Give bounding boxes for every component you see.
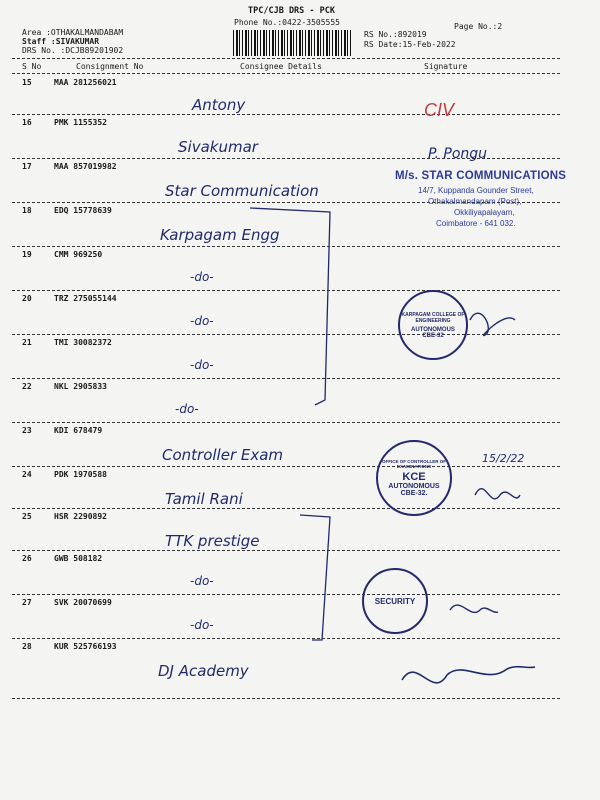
row-consignee: Star Communication	[165, 182, 319, 200]
signature-row24-date: 15/2/22	[482, 452, 525, 465]
row-consignment-no: SVK 20070699	[54, 598, 112, 607]
drs-number: DRS No. :DCJB89201902	[22, 46, 124, 55]
signature-scribble-karpagam	[470, 313, 515, 335]
karpagam-seal-top: KARPAGAM COLLEGE OF ENGINEERING	[401, 311, 465, 324]
row-sno: 28	[22, 642, 32, 651]
row-consignment-no: CMM 969250	[54, 250, 103, 259]
area-label: Area :OTHAKALMANDABAM	[22, 28, 124, 37]
row-consignment-no: MAA 281256021	[54, 78, 117, 87]
row-consignment-no: MAA 857019982	[54, 162, 117, 171]
column-header-signature: Signature	[424, 62, 468, 71]
kce-seal-line1: KCE	[402, 471, 426, 483]
row-consignee: -do-	[190, 358, 214, 372]
row-sno: 24	[22, 470, 32, 479]
row-sno: 19	[22, 250, 32, 259]
signature-scribble-security	[450, 605, 498, 612]
signature-scribble-dj	[402, 667, 535, 683]
row-sno: 20	[22, 294, 32, 303]
row-sno: 26	[22, 554, 32, 563]
star-stamp-line4: Coimbatore - 641 032.	[436, 219, 516, 228]
phone-number: Phone No.:0422-3505555	[234, 18, 340, 27]
row-consignee: -do-	[175, 402, 199, 416]
column-header-consignment: Consignment No	[76, 62, 144, 71]
row-sno: 17	[22, 162, 32, 171]
row-consignment-no: NKL 2905833	[54, 382, 107, 391]
row-consignee: -do-	[190, 270, 214, 284]
row-consignment-no: EDQ 15778639	[54, 206, 112, 215]
row-consignee: Tamil Rani	[165, 490, 243, 508]
karpagam-seal-bottom: CBE-32	[422, 332, 444, 339]
column-header-sno: S No	[22, 62, 42, 71]
row-consignee: Karpagam Engg	[160, 226, 280, 244]
row-consignee: -do-	[190, 618, 214, 632]
staff-label: Staff :SIVAKUMAR	[22, 37, 100, 46]
kce-seal-line3: CBE-32.	[400, 490, 428, 497]
row-sno: 22	[22, 382, 32, 391]
rs-number: RS No.:892019	[364, 30, 427, 39]
page-number: Page No.:2	[454, 22, 503, 31]
signature-row15: CIV	[424, 100, 455, 120]
row-consignee: -do-	[190, 314, 214, 328]
row-consignment-no: TRZ 275055144	[54, 294, 117, 303]
row-consignment-no: KDI 678479	[54, 426, 103, 435]
star-stamp-line2: Othakalmandapam (Post),	[428, 197, 522, 206]
row-consignee: Sivakumar	[178, 138, 258, 156]
row-consignee: DJ Academy	[158, 662, 249, 680]
row-consignment-no: TMI 30082372	[54, 338, 112, 347]
row-sno: 16	[22, 118, 32, 127]
document-title: TPC/CJB DRS - PCK	[248, 6, 335, 16]
row-consignee: TTK prestige	[165, 532, 260, 550]
star-stamp-name: M/s. STAR COMMUNICATIONS	[395, 170, 567, 182]
kce-seal-line2: AUTONOMOUS	[388, 483, 440, 490]
karpagam-seal-center: AUTONOMOUS	[411, 326, 455, 333]
kce-seal-ring: OFFICE OF CONTROLLER OF EXAMINATIONS	[382, 459, 446, 469]
signature-row17: P. Pongu	[428, 146, 488, 162]
row-consignee: Antony	[192, 96, 246, 114]
row-sno: 27	[22, 598, 32, 607]
row-sno: 23	[22, 426, 32, 435]
row-consignment-no: PDK 1970588	[54, 470, 107, 479]
column-header-consignee: Consignee Details	[240, 62, 322, 71]
row-sno: 25	[22, 512, 32, 521]
row-sno: 18	[22, 206, 32, 215]
security-seal-text: SECURITY	[374, 596, 416, 606]
star-stamp-line1: 14/7, Kuppanda Gounder Street,	[418, 186, 534, 195]
row-sno: 21	[22, 338, 32, 347]
row-consignee: -do-	[190, 574, 214, 588]
row-consignment-no: HSR 2290892	[54, 512, 107, 521]
row-consignment-no: KUR 525766193	[54, 642, 117, 651]
row-sno: 15	[22, 78, 32, 87]
signature-scribble-kce	[475, 489, 520, 499]
rs-date: RS Date:15-Feb-2022	[364, 40, 456, 49]
row-consignment-no: GWB 508182	[54, 554, 103, 563]
row-consignee: Controller Exam	[162, 446, 284, 464]
row-consignment-no: PMK 1155352	[54, 118, 107, 127]
star-stamp-line3: Okkiliyapalayam,	[454, 208, 515, 217]
